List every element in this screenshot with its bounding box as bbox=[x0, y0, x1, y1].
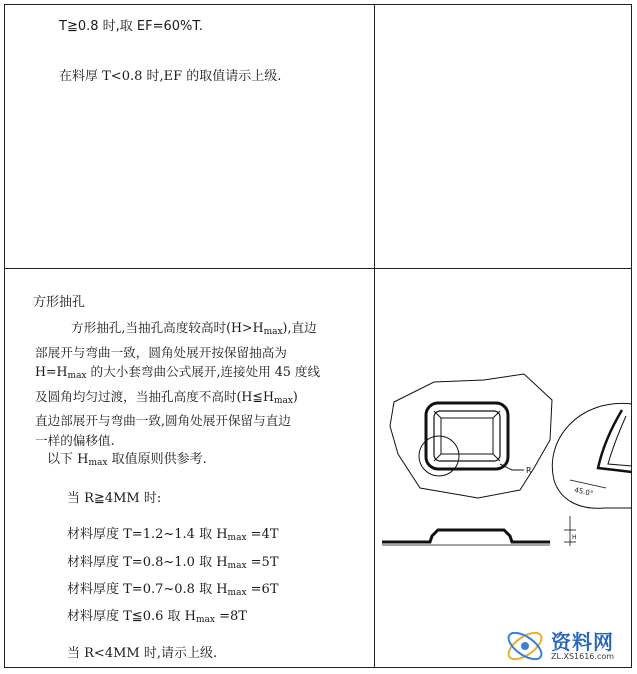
rule-line: 材料厚度 T=0.8~1.0 取 $H_{max} =5T$ bbox=[67, 555, 279, 571]
para-line: 部展开与弯曲一致，圆角处展开按保留抽高为 bbox=[35, 344, 287, 360]
radius-label: R bbox=[526, 466, 532, 475]
rule-line: 材料厚度 T=1.2~1.4 取 $H_{max} =4T$ bbox=[67, 527, 279, 543]
watermark-logo-icon bbox=[503, 624, 547, 668]
hole bbox=[441, 418, 493, 454]
rule-line: 材料厚度 T≦0.6 取 $H_{max} =8T$ bbox=[67, 609, 247, 625]
reference-line: 以下 $H_{max}$ 取值原则供参考. bbox=[47, 452, 207, 468]
watermark-title: 资料网 bbox=[551, 630, 614, 654]
watermark bbox=[503, 624, 631, 670]
row1-line2: 在料厚 T<0.8 时,EF 的取值请示上级. bbox=[59, 69, 282, 84]
rule-line: 材料厚度 T=0.7~0.8 取 $H_{max} =6T$ bbox=[67, 582, 279, 598]
section-heading: 方形抽孔 bbox=[33, 295, 86, 310]
height-label: H bbox=[572, 534, 577, 541]
para-line: 一样的偏移值. bbox=[35, 432, 115, 448]
para-line: 直边部展开与弯曲一致,圆角处展开保留与直边 bbox=[35, 413, 291, 428]
watermark-url: ZL.XS1616.com bbox=[551, 652, 615, 661]
square-hole-drawing bbox=[374, 370, 632, 610]
footer-line: 当 R<4MM 时,请示上级. bbox=[67, 646, 218, 661]
description-paragraph bbox=[35, 318, 371, 450]
row-divider bbox=[5, 268, 631, 269]
angle-label: 45.0° bbox=[573, 486, 594, 498]
section-profile bbox=[382, 530, 550, 542]
condition-line: 当 R≧4MM 时: bbox=[67, 491, 162, 506]
sheet-outline bbox=[390, 374, 552, 498]
para-line: 及圆角均匀过渡，当抽孔高度不高时$(H≦H_{max})$ bbox=[35, 388, 298, 406]
para-line: 方形抽孔,当抽孔高度较高时$(H>H_{max})$,直边 bbox=[71, 320, 317, 337]
row1-line1: T≧0.8 时,取 EF=60%T. bbox=[59, 19, 203, 34]
para-line: $H=H_{max}$ 的大小套弯曲公式展开,连接处用 45 度线 bbox=[35, 364, 321, 381]
